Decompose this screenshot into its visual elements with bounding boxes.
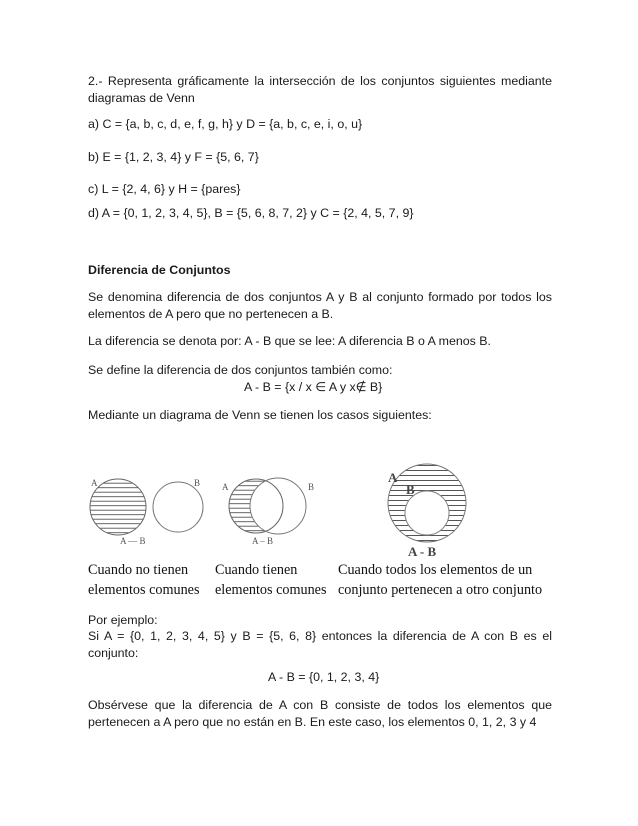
caption-overlapping-line2: elementos comunes bbox=[215, 582, 327, 598]
caption-overlapping-line1: Cuando tienen bbox=[215, 562, 298, 578]
example-result: A - B = {0, 1, 2, 3, 4} bbox=[268, 670, 380, 684]
set-b-label: B bbox=[308, 482, 315, 492]
venn-diagram-disjoint bbox=[88, 472, 213, 550]
observation-paragraph: Obsérvese que la diferencia de A con B consiste de todos los elementos que pertenecen a A pero que no están en B. En este caso, los elementos 0, 1, 2, 3 y 4 bbox=[88, 698, 552, 729]
set-a-label: A bbox=[388, 470, 398, 485]
set-a-label: A bbox=[222, 482, 229, 492]
exercise-intro: 2.- Representa gráficamente la intersección de los conjuntos siguientes mediante diagramas de Venn bbox=[88, 74, 552, 105]
venn-intro-paragraph: Mediante un diagrama de Venn se tienen los casos siguientes: bbox=[88, 408, 432, 422]
alt-definition-paragraph: Se define la diferencia de dos conjuntos también como: bbox=[88, 363, 393, 377]
caption-disjoint-line2: elementos comunes bbox=[88, 582, 200, 598]
difference-formula: A - B = {x / x ∈ A y x∉ B} bbox=[244, 380, 383, 394]
section-heading: Diferencia de Conjuntos bbox=[88, 263, 231, 277]
set-b-circle bbox=[250, 478, 306, 534]
difference-label: A — B bbox=[120, 536, 146, 546]
exercise-item-a: a) C = {a, b, c, d, e, f, g, h} y D = {a, b, c, e, i, o, u} bbox=[88, 117, 363, 131]
caption-subset-line1: Cuando todos los elementos de un bbox=[338, 562, 533, 578]
example-label: Por ejemplo: bbox=[88, 613, 158, 627]
set-a-label: A bbox=[91, 478, 98, 488]
set-b-label: B bbox=[194, 478, 201, 488]
set-b-circle bbox=[405, 491, 449, 535]
set-b-circle bbox=[153, 482, 203, 532]
set-b-label: B bbox=[406, 482, 415, 497]
definition-paragraph: Se denomina diferencia de dos conjuntos A y B al conjunto formado por todos los elementos de A pero que no pertenecen a B. bbox=[88, 290, 552, 321]
set-a-circle bbox=[90, 479, 146, 535]
difference-label: A – B bbox=[252, 536, 274, 546]
exercise-item-c: c) L = {2, 4, 6} y H = {pares} bbox=[88, 182, 241, 196]
exercise-item-b: b) E = {1, 2, 3, 4} y F = {5, 6, 7} bbox=[88, 150, 259, 164]
difference-label: A - B bbox=[408, 544, 437, 558]
venn-diagram-subset bbox=[370, 458, 480, 558]
venn-diagram-overlapping bbox=[218, 470, 328, 548]
example-text: Si A = {0, 1, 2, 3, 4, 5} y B = {5, 6, 8} entonces la diferencia de A con B es el conjunto: bbox=[88, 629, 552, 660]
exercise-item-d: d) A = {0, 1, 2, 3, 4, 5}, B = {5, 6, 8, 7, 2} y C = {2, 4, 5, 7, 9} bbox=[88, 206, 414, 220]
notation-paragraph: La diferencia se denota por: A - B que se lee: A diferencia B o A menos B. bbox=[88, 334, 491, 348]
caption-disjoint-line1: Cuando no tienen bbox=[88, 562, 189, 578]
caption-subset-line2: conjunto pertenecen a otro conjunto bbox=[338, 582, 543, 598]
